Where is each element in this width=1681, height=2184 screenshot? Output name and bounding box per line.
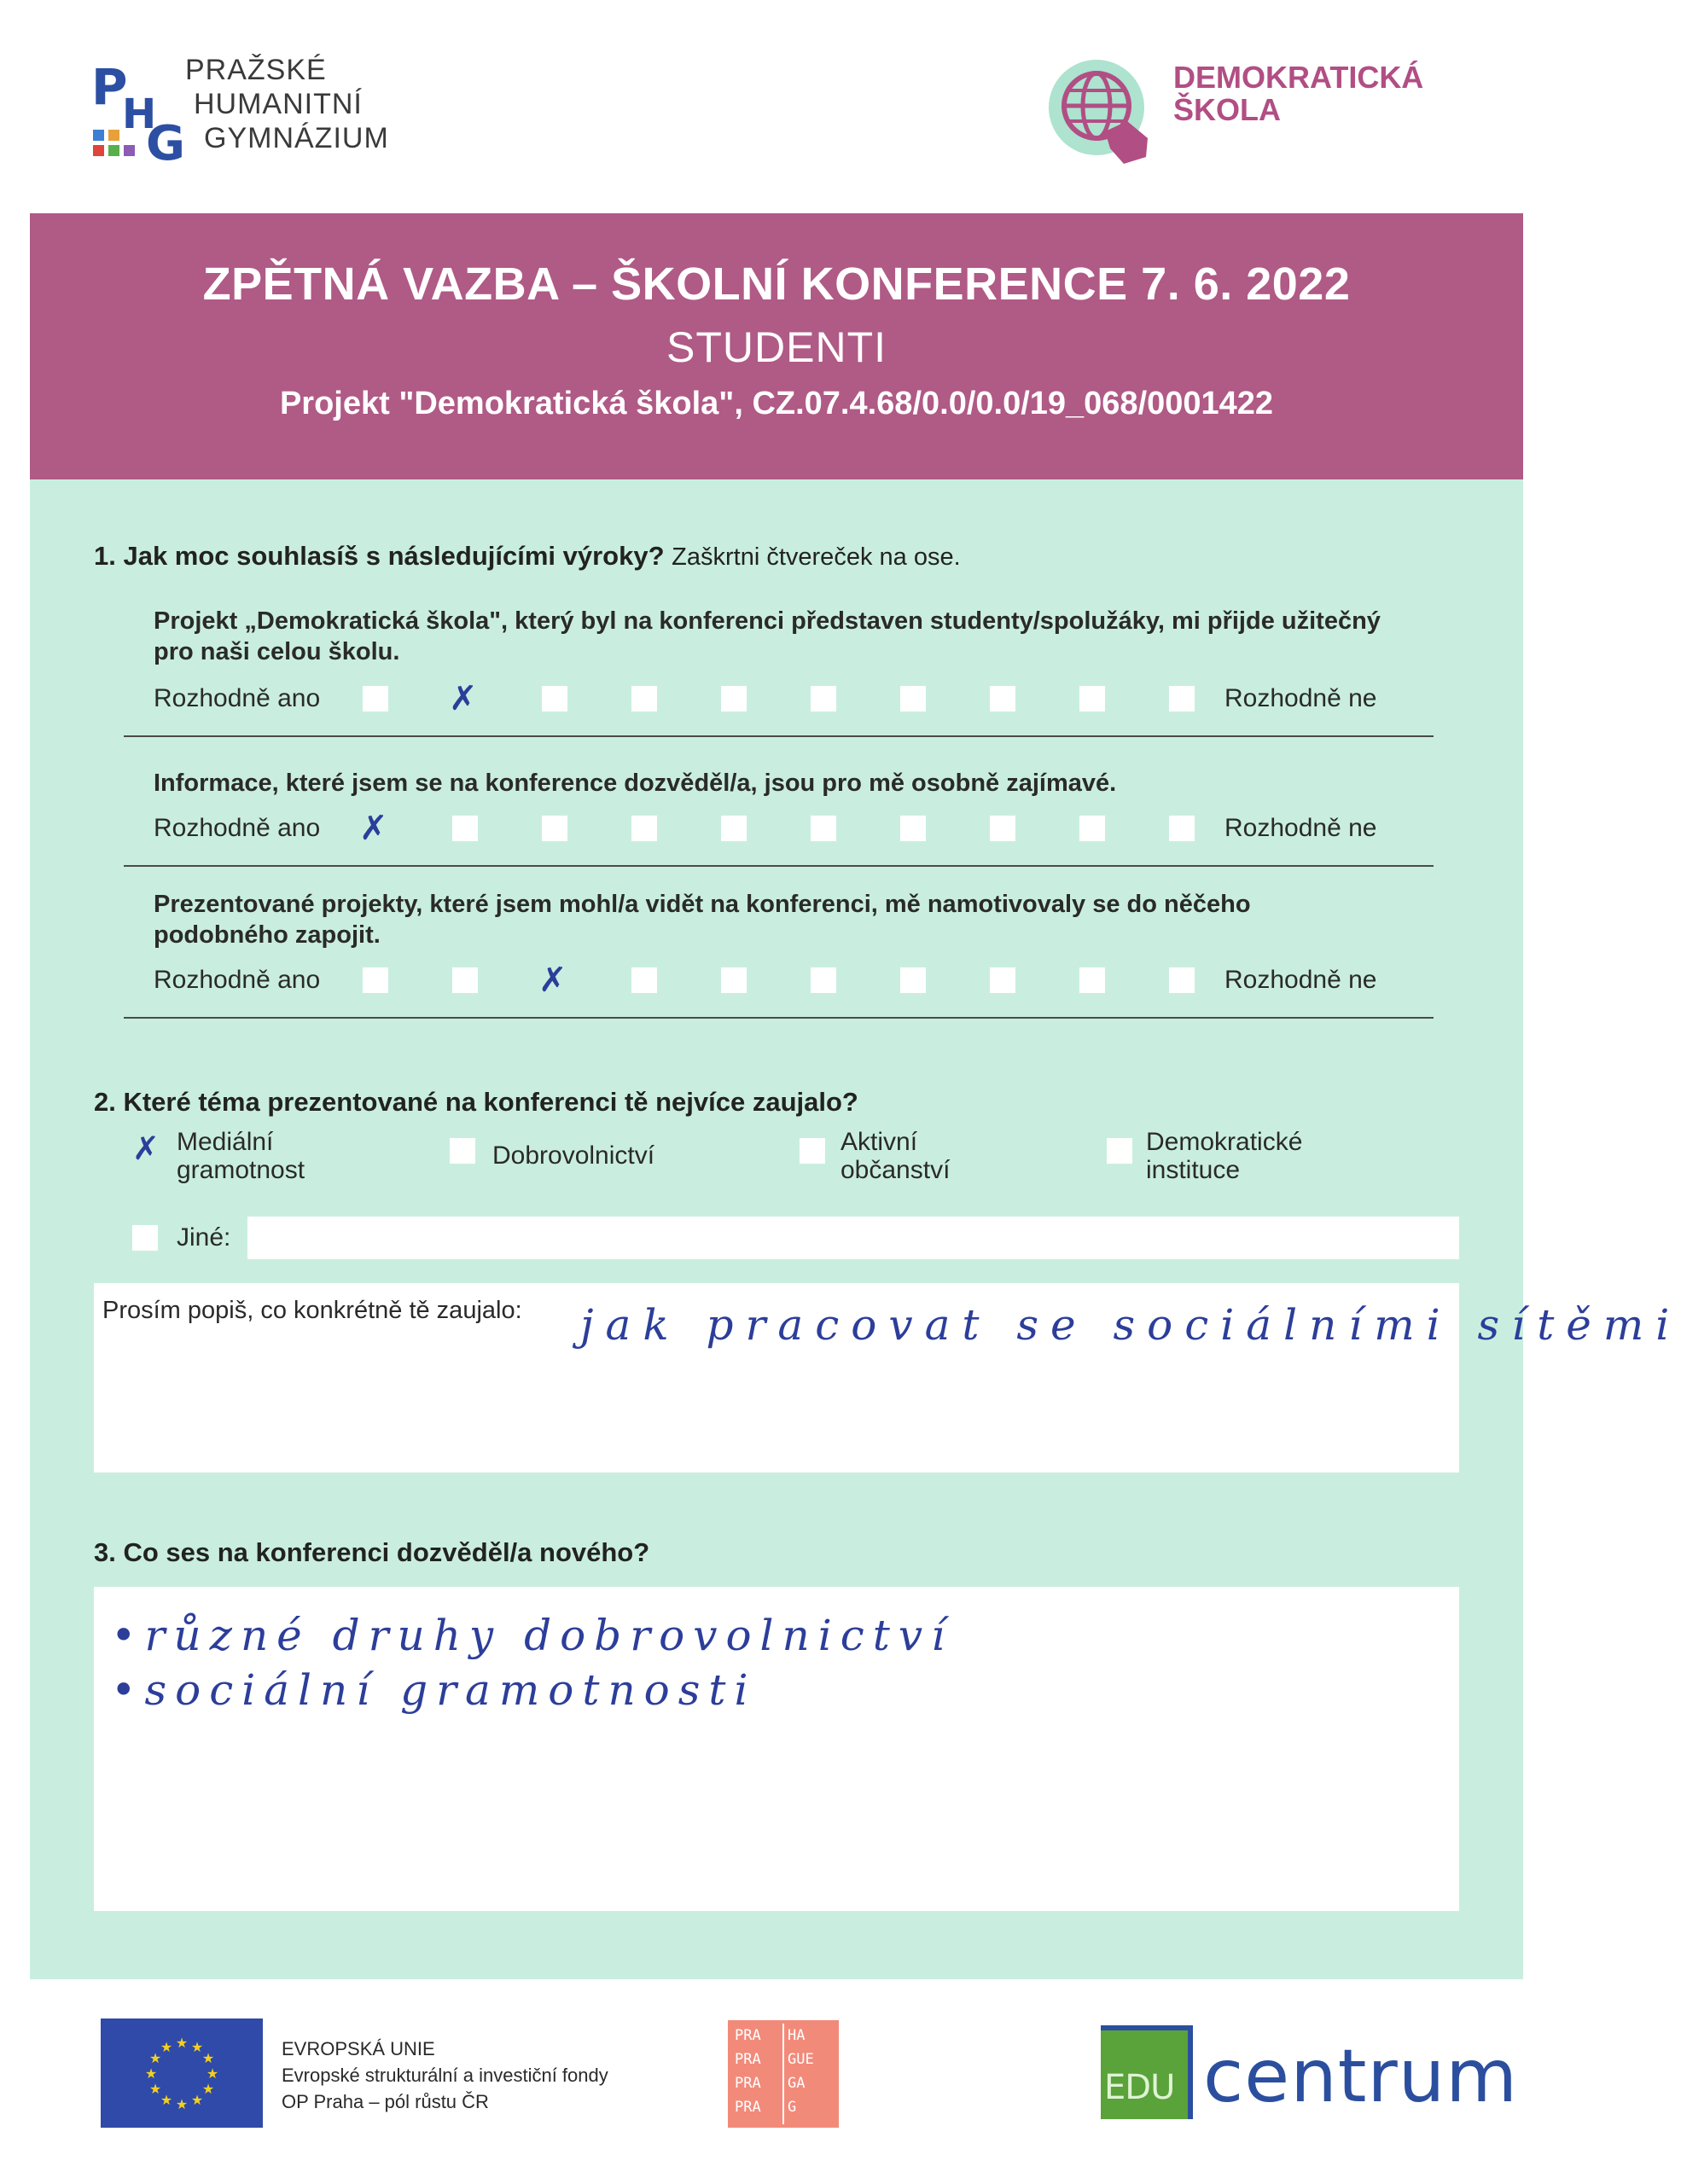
svg-text:★: ★ — [144, 2065, 158, 2082]
scale-checkbox-checked[interactable]: ✗ — [538, 961, 567, 1000]
topic-label — [492, 1141, 654, 1170]
scale-2 — [154, 809, 1434, 848]
project-id: Projekt "Demokratická škola", CZ.07.4.68/0.0/0.0/19_068/0001422 — [279, 386, 1274, 421]
scale-checkbox[interactable] — [811, 816, 836, 841]
svg-text:★: ★ — [148, 2050, 162, 2066]
answer-line-1: •různé druhy dobrovolnictví — [111, 1611, 954, 1660]
praha-cell: HA — [788, 2027, 806, 2044]
scale-checkbox[interactable] — [900, 686, 926, 712]
question-1-title: 1. Jak moc souhlasíš s následujícími výroky? Zaškrtni čtvereček na ose. — [94, 541, 961, 571]
answer-line-2: •sociální gramotnosti — [111, 1665, 757, 1715]
svg-text:★: ★ — [148, 2081, 162, 2097]
svg-text:★: ★ — [175, 2096, 189, 2112]
divider — [124, 735, 1434, 737]
scale-checkbox[interactable] — [721, 967, 747, 993]
scale-checkbox[interactable] — [900, 816, 926, 841]
scale-checkbox[interactable] — [900, 967, 926, 993]
scale-3 — [154, 961, 1434, 1000]
scale-checkbox[interactable] — [631, 686, 657, 712]
other-checkbox[interactable] — [132, 1225, 158, 1251]
scale-checkbox[interactable] — [1169, 967, 1195, 993]
school-logo-line-3: GYMNÁZIUM — [204, 122, 389, 154]
topic-label-line-2: gramotnost — [177, 1156, 305, 1184]
statement-3: Prezentované projekty, které jsem mohl/a vidět na konferenci, mě namotivovaly se do něčeho podobného zapojit. — [154, 891, 1251, 949]
svg-text:★: ★ — [160, 2039, 173, 2055]
scale-left-label: Rozhodně ano — [154, 684, 321, 712]
svg-text:★: ★ — [175, 2035, 189, 2051]
scale-checkbox[interactable] — [363, 686, 388, 712]
describe-answer: jak pracovat se sociálními sítěmi — [580, 1300, 1681, 1350]
eu-flag-icon — [101, 2018, 263, 2128]
school-logo — [90, 53, 448, 171]
scale-checkbox-checked[interactable]: ✗ — [449, 679, 478, 718]
topic-label-line-1: Demokratické — [1146, 1128, 1303, 1156]
scale-checkbox[interactable] — [811, 967, 836, 993]
scale-checkbox[interactable] — [990, 967, 1015, 993]
svg-text:★: ★ — [190, 2039, 204, 2055]
scale-checkbox[interactable] — [990, 816, 1015, 841]
project-logo-line-1: DEMOKRATICKÁ — [1173, 60, 1424, 95]
describe-field[interactable] — [94, 1283, 1681, 1472]
scale-checkbox[interactable] — [542, 816, 567, 841]
topic-checkbox-checked[interactable]: ✗ — [132, 1130, 160, 1167]
praha-cell: PRA — [735, 2075, 761, 2092]
svg-text:★: ★ — [201, 2050, 215, 2066]
topic-label-line-1: Aktivní — [840, 1128, 918, 1156]
project-logo — [1045, 49, 1489, 177]
praha-cell: PRA — [735, 2099, 761, 2116]
scale-checkbox[interactable] — [1169, 816, 1195, 841]
phg-monogram-icon: P H G — [91, 58, 185, 171]
scale-checkbox[interactable] — [542, 686, 567, 712]
praha-cell: G — [788, 2099, 797, 2116]
other-input[interactable] — [247, 1217, 1459, 1259]
svg-text:★: ★ — [190, 2092, 204, 2108]
eu-funding-text — [282, 2036, 608, 2115]
question-2-title: 2. Které téma prezentované na konferenci tě nejvíce zaujalo? — [94, 1087, 858, 1117]
topic-label — [840, 1128, 950, 1184]
edu-box — [1101, 2025, 1193, 2119]
question-1-hint: Zaškrtni čtvereček na ose. — [672, 543, 961, 571]
scale-checkbox[interactable] — [1079, 967, 1105, 993]
form-title: ZPĚTNÁ VAZBA – ŠKOLNÍ KONFERENCE 7. 6. 2022 — [202, 258, 1351, 310]
edu-word: centrum — [1203, 2034, 1519, 2119]
svg-text:★: ★ — [201, 2081, 215, 2097]
scale-checkbox[interactable] — [452, 816, 478, 841]
statement-2: Informace, které jsem se na konference dozvěděl/a, jsou pro mě osobně zajímavé. — [154, 770, 1117, 797]
topic-label — [177, 1128, 305, 1184]
scale-right-label: Rozhodně ne — [1224, 684, 1377, 712]
scale-checkbox[interactable] — [452, 967, 478, 993]
describe-label: Prosím popiš, co konkrétně tě zaujalo: — [102, 1297, 522, 1324]
question-3-title: 3. Co ses na konferenci dozvěděl/a nového? — [94, 1537, 650, 1567]
svg-text:★: ★ — [206, 2065, 219, 2082]
topic-label-line-1: Dobrovolnictví — [492, 1141, 655, 1170]
school-logo-line-1: PRAŽSKÉ — [185, 54, 327, 86]
scale-1 — [154, 679, 1434, 718]
scale-checkbox[interactable] — [1079, 686, 1105, 712]
praha-cell: GUE — [788, 2051, 814, 2068]
other-label: Jiné: — [177, 1223, 231, 1252]
project-logo-line-2: ŠKOLA — [1173, 92, 1281, 127]
new-knowledge-field[interactable] — [94, 1587, 1459, 1911]
divider — [124, 1017, 1434, 1019]
title-banner — [30, 213, 1523, 479]
edu-box-text: EDU — [1104, 2068, 1175, 2107]
scale-checkbox-checked[interactable]: ✗ — [359, 809, 388, 848]
scale-left-label: Rozhodně ano — [154, 814, 321, 842]
divider — [782, 2024, 784, 2124]
praha-cell: GA — [788, 2075, 806, 2092]
topic-label — [1146, 1128, 1302, 1184]
praha-cell: PRA — [735, 2051, 761, 2068]
eu-line-3: OP Praha – pól růstu ČR — [282, 2091, 489, 2112]
scale-checkbox[interactable] — [811, 686, 836, 712]
scale-checkbox[interactable] — [1169, 686, 1195, 712]
globe-hand-icon — [1045, 56, 1156, 167]
form-subtitle: STUDENTI — [666, 323, 887, 371]
topic-checkbox[interactable] — [450, 1138, 475, 1164]
scale-checkbox[interactable] — [721, 686, 747, 712]
school-logo-line-2: HUMANITNÍ — [194, 88, 363, 120]
divider — [124, 865, 1434, 867]
topic-label-line-1: Mediální — [177, 1128, 274, 1156]
scale-checkbox[interactable] — [631, 816, 657, 841]
statement-1: Projekt „Demokratická škola", který byl na konferenci představen studenty/spolužáky, mi přijde užitečný pro naši celou školu. — [154, 607, 1381, 665]
topic-checkbox[interactable] — [800, 1138, 825, 1164]
scale-checkbox[interactable] — [990, 686, 1015, 712]
scale-checkbox[interactable] — [721, 816, 747, 841]
praha-logo — [728, 2020, 839, 2128]
praha-cell: PRA — [735, 2027, 761, 2044]
scale-right-label: Rozhodně ne — [1224, 814, 1377, 842]
eu-line-2: Evropské strukturální a investiční fondy — [282, 2065, 608, 2086]
eu-line-1: EVROPSKÁ UNIE — [282, 2038, 435, 2059]
form-panel — [30, 479, 1681, 1979]
scale-checkbox[interactable] — [1079, 816, 1105, 841]
topic-checkbox[interactable] — [1107, 1138, 1132, 1164]
scale-right-label: Rozhodně ne — [1224, 966, 1377, 994]
scale-checkbox[interactable] — [631, 967, 657, 993]
topic-label-line-2: občanství — [840, 1156, 951, 1184]
svg-text:★: ★ — [160, 2092, 173, 2108]
scale-left-label: Rozhodně ano — [154, 966, 321, 994]
scale-checkbox[interactable] — [363, 967, 388, 993]
topic-label-line-2: instituce — [1146, 1156, 1241, 1184]
educentrum-logo — [1101, 2022, 1519, 2124]
